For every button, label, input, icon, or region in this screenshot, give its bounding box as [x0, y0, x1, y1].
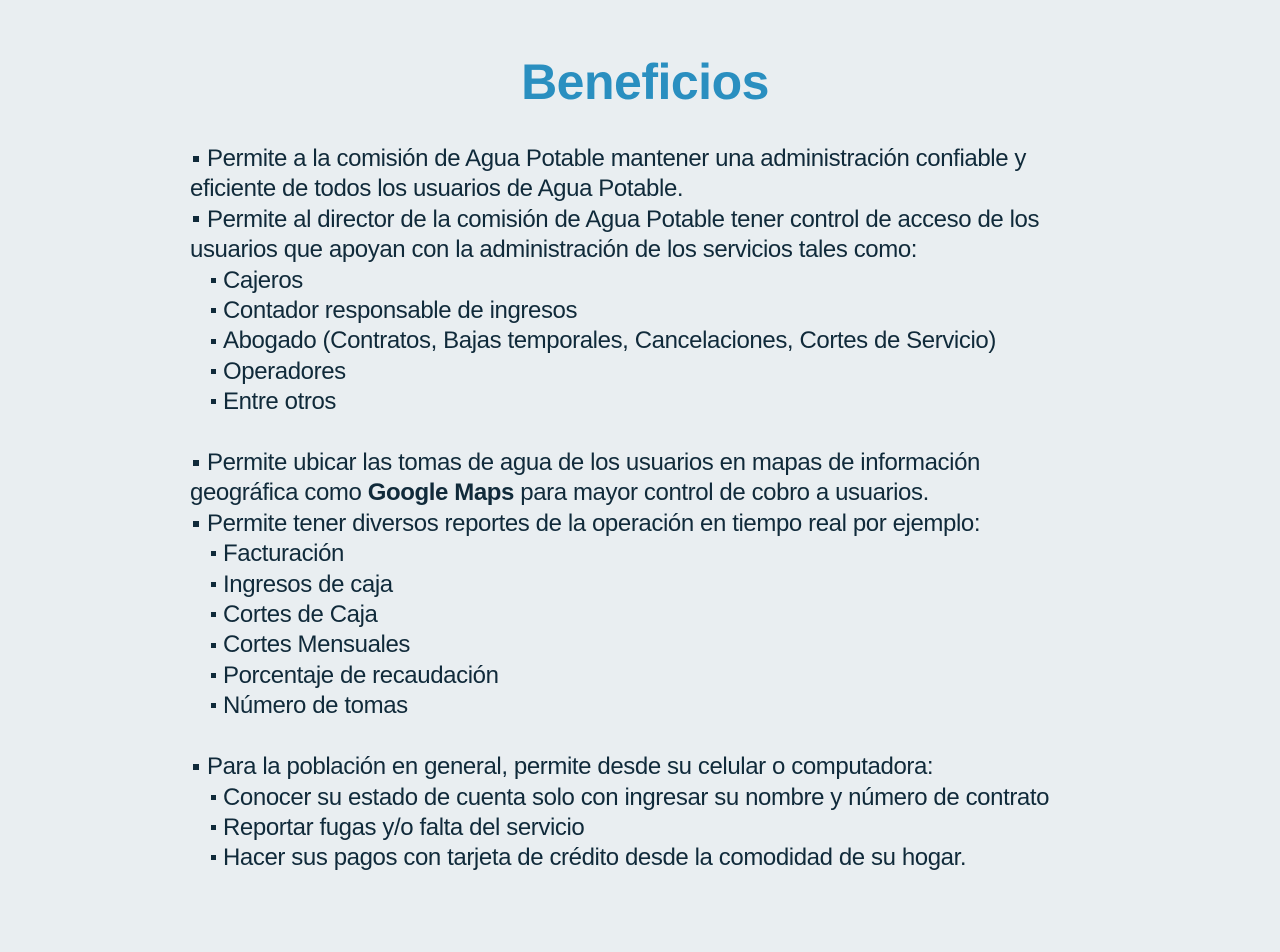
benefit-text: Permite a la comisión de Agua Potable mantener una administración confiable y eficiente de todos los usuarios de Agua Potable. [190, 145, 1027, 203]
benefit-text: Permite tener diversos reportes de la operación en tiempo real por ejemplo: [207, 509, 981, 537]
sub-item-text: Porcentaje de recaudación [223, 661, 499, 689]
sub-item [190, 296, 1090, 326]
bullet-icon [211, 308, 216, 313]
sub-item-text: Entre otros [223, 388, 336, 416]
section-spacer [190, 722, 1090, 752]
sub-item [190, 600, 1090, 630]
bullet-icon [211, 582, 216, 587]
sub-item [190, 661, 1090, 691]
bullet-icon [211, 673, 216, 678]
bullet-icon [211, 643, 216, 648]
bullet-icon [193, 460, 199, 466]
benefit-item-access-control [190, 205, 1090, 266]
sub-item-text: Cajeros [223, 266, 303, 294]
benefit-item-admin [190, 144, 1090, 205]
bullet-icon [211, 612, 216, 617]
bullet-icon [211, 399, 216, 404]
sub-item [190, 691, 1090, 721]
sub-item-text: Ingresos de caja [223, 570, 393, 598]
benefit-item-reports [190, 509, 1090, 539]
bullet-icon [193, 216, 199, 222]
benefit-text: Permite al director de la comisión de Agua Potable tener control de acceso de los usuarios que apoyan con la administración de los servicios tales como: [190, 205, 1040, 264]
sub-item [190, 357, 1090, 387]
section-spacer [190, 418, 1090, 448]
sub-item-text: Facturación [223, 540, 344, 568]
sub-item-text: Hacer sus pagos con tarjeta de crédito desde la comodidad de su hogar. [223, 844, 967, 872]
bullet-icon [211, 703, 216, 708]
bullet-icon [193, 521, 199, 527]
sub-item [190, 539, 1090, 569]
bullet-icon [211, 551, 216, 556]
sub-item [190, 783, 1090, 813]
sub-item [190, 266, 1090, 296]
sub-item [190, 630, 1090, 660]
benefit-text: Para la población en general, permite desde su celular o computadora: [207, 753, 934, 781]
bullet-icon [193, 156, 199, 162]
benefit-item-public [190, 752, 1090, 782]
sub-item-text: Contador responsable de ingresos [223, 297, 578, 325]
page-title: Beneficios [521, 54, 769, 110]
sub-item-text: Cortes de Caja [223, 601, 378, 629]
bullet-icon [193, 764, 199, 770]
bullet-icon [211, 278, 216, 283]
sub-item-text: Conocer su estado de cuenta solo con ingresar su nombre y número de contrato [223, 783, 1050, 811]
benefit-item-maps [190, 448, 1090, 509]
benefit-text: Permite ubicar las tomas de agua de los usuarios en mapas de información geográfica como [190, 449, 980, 507]
sub-item-text: Reportar fugas y/o falta del servicio [223, 813, 585, 841]
sub-item [190, 387, 1090, 417]
bullet-icon [211, 795, 216, 800]
bullet-icon [211, 825, 216, 830]
sub-item-text: Cortes Mensuales [223, 631, 411, 659]
sub-item [190, 326, 1090, 356]
sub-item-text: Abogado (Contratos, Bajas temporales, Cancelaciones, Cortes de Servicio) [223, 327, 996, 355]
bullet-icon [211, 339, 216, 344]
sub-item [190, 813, 1090, 843]
benefits-content [190, 144, 1090, 874]
benefit-text: para mayor control de cobro a usuarios. [513, 479, 929, 507]
sub-item [190, 570, 1090, 600]
bullet-icon [211, 855, 216, 860]
google-maps-label: Google Maps [367, 479, 514, 507]
sub-item [190, 843, 1090, 873]
sub-item-text: Número de tomas [223, 692, 408, 720]
sub-item-text: Operadores [223, 357, 346, 385]
bullet-icon [211, 369, 216, 374]
